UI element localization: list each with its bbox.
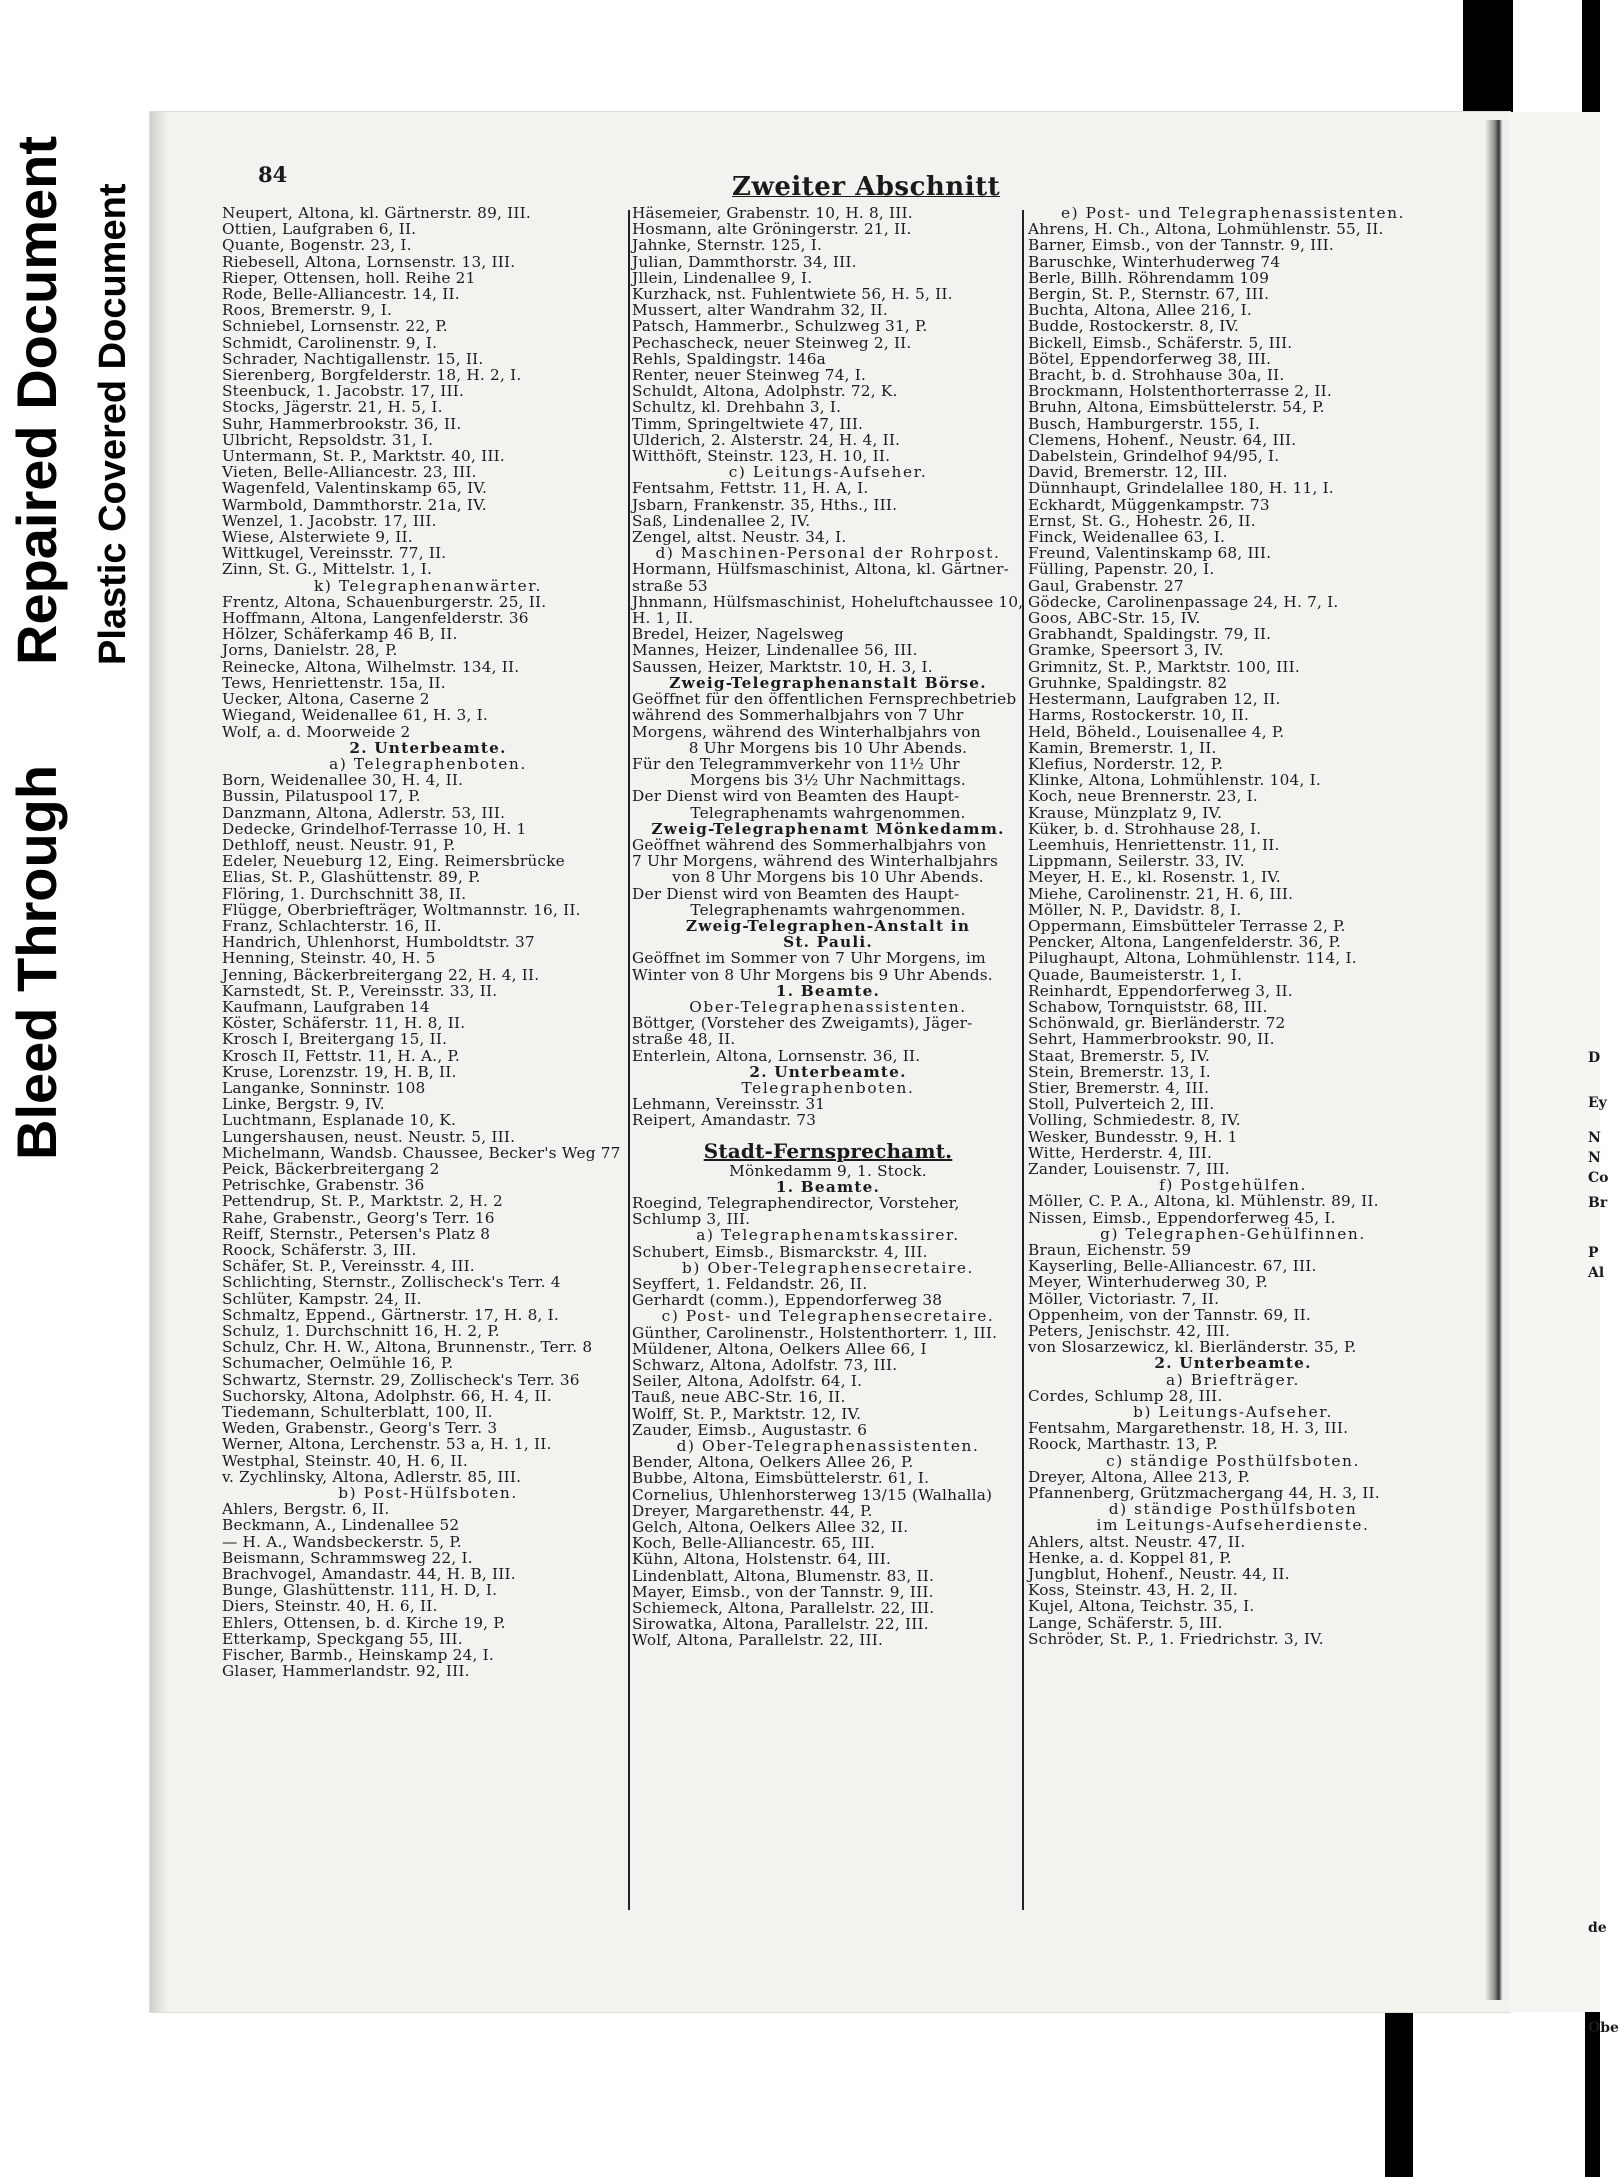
directory-entry: Goos, ABC-Str. 15, IV. xyxy=(1028,609,1201,628)
next-page-strip xyxy=(1510,112,1600,2012)
directory-entry: Jenning, Bäckerbreitergang 22, H. 4, II. xyxy=(222,965,540,984)
directory-entry: Bracht, b. d. Strohhause 30a, II. xyxy=(1028,366,1285,385)
directory-entry: Schulz, Chr. H. W., Altona, Brunnenstr., Terr. 8 xyxy=(222,1338,593,1357)
directory-entry: Häsemeier, Grabenstr. 10, H. 8, III. xyxy=(632,204,913,222)
directory-entry: Flöring, 1. Durchschnitt 38, II. xyxy=(222,884,467,903)
directory-entry: Oppermann, Eimsbütteler Terrasse 2, P. xyxy=(1028,916,1346,935)
section-heading: Zweig-Telegraphenanstalt Börse. xyxy=(669,673,987,692)
directory-entry: Wagenfeld, Valentinskamp 65, IV. xyxy=(222,479,488,498)
notice-line: 8 Uhr Morgens bis 10 Uhr Abends. xyxy=(688,738,968,757)
directory-entry: Diers, Steinstr. 40, H. 6, II. xyxy=(222,1597,438,1616)
directory-entry: Lange, Schäferstr. 5, III. xyxy=(1028,1613,1223,1632)
directory-entry: Roock, Marthastr. 13, P. xyxy=(1028,1435,1219,1454)
subsection-heading: g) Telegraphen-Gehülfinnen. xyxy=(1100,1224,1366,1243)
directory-entry: Karnstedt, St. P., Vereinsstr. 33, II. xyxy=(222,981,498,1000)
notice-line: von 8 Uhr Morgens bis 10 Uhr Abends. xyxy=(672,868,984,887)
directory-entry: Michelmann, Wandsb. Chaussee, Becker's Weg 77 xyxy=(222,1143,621,1162)
directory-entry: Cordes, Schlump 28, III. xyxy=(1028,1386,1223,1405)
directory-entry: Der Dienst wird von Beamten des Haupt- xyxy=(632,787,960,806)
directory-entry: Hölzer, Schäferkamp 46 B, II. xyxy=(222,625,458,644)
directory-entry: Klefius, Norderstr. 12, P. xyxy=(1028,754,1224,773)
directory-entry: Seiler, Altona, Adolfstr. 64, I. xyxy=(632,1372,863,1391)
directory-entry: Linke, Bergstr. 9, IV. xyxy=(222,1095,385,1114)
directory-entry: Bergin, St. P., Sternstr. 67, III. xyxy=(1028,285,1270,304)
directory-entry: Schumacher, Oelmühle 16, P. xyxy=(222,1354,454,1373)
directory-entry: Klinke, Altona, Lohmühlenstr. 104, I. xyxy=(1028,771,1321,790)
directory-entry: Jahnke, Sternstr. 125, I. xyxy=(632,236,823,255)
directory-entry: Handrich, Uhlenhorst, Humboldtstr. 37 xyxy=(222,933,535,952)
directory-entry: Reipert, Amandastr. 73 xyxy=(632,1111,817,1130)
directory-entry: Müldener, Altona, Oelkers Allee 66, I xyxy=(632,1339,927,1358)
directory-entry: Krosch II, Fettstr. 11, H. A., P. xyxy=(222,1046,460,1065)
directory-entry: Patsch, Hammerbr., Schulzweg 31, P. xyxy=(632,317,928,336)
directory-entry: Rehls, Spaldingstr. 146a xyxy=(632,349,826,368)
subsection-heading: Telegraphenboten. xyxy=(741,1078,915,1097)
directory-entry: Dabelstein, Grindelhof 94/95, I. xyxy=(1028,447,1280,466)
next-page-fragment: de xyxy=(1588,1920,1607,1936)
directory-entry: während des Sommerhalbjahrs von 7 Uhr xyxy=(632,706,964,725)
directory-entry: Schäfer, St. P., Vereinsstr. 4, III. xyxy=(222,1257,475,1276)
directory-entry: Nissen, Eimsb., Eppendorferweg 45, I. xyxy=(1028,1208,1336,1227)
directory-entry: Vieten, Belle-Alliancestr. 23, III. xyxy=(222,463,477,482)
directory-entry: Clemens, Hohenf., Neustr. 64, III. xyxy=(1028,430,1297,449)
next-page-fragment: N xyxy=(1588,1130,1601,1146)
directory-entry: Möller, N. P., Davidstr. 8, I. xyxy=(1028,900,1242,919)
directory-entry: Schniebel, Lornsenstr. 22, P. xyxy=(222,317,448,336)
directory-entry: Koch, Belle-Alliancestr. 65, III. xyxy=(632,1534,876,1553)
subsection-heading: im Leitungs-Aufseherdienste. xyxy=(1096,1516,1370,1535)
directory-entry: Peters, Jenischstr. 42, III. xyxy=(1028,1322,1231,1341)
directory-entry: Budde, Rostockerstr. 8, IV. xyxy=(1028,317,1240,336)
directory-column-right xyxy=(1028,205,1438,1647)
directory-entry: Brockmann, Holstenthorterrasse 2, II. xyxy=(1028,382,1332,401)
directory-entry: Miehe, Carolinenstr. 21, H. 6, III. xyxy=(1028,884,1294,903)
directory-entry: Pechascheck, neuer Steinweg 2, II. xyxy=(632,333,912,352)
directory-column-left xyxy=(222,205,634,1679)
directory-entry: Danzmann, Altona, Adlerstr. 53, III. xyxy=(222,803,506,822)
directory-entry: Brachvogel, Amandastr. 44, H. B, III. xyxy=(222,1565,516,1584)
subsection-heading: c) Leitungs-Aufseher. xyxy=(728,463,928,482)
notice-line: Telegraphenamts wahrgenommen. xyxy=(690,900,966,919)
directory-entry: Gödecke, Carolinenpassage 24, H. 7, I. xyxy=(1028,592,1339,611)
directory-entry: Bussin, Pilatuspool 17, P. xyxy=(222,787,421,806)
directory-entry: Ottien, Laufgraben 6, II. xyxy=(222,220,417,239)
directory-entry: Rode, Belle-Alliancestr. 14, II. xyxy=(222,285,460,304)
registration-mark-bottom-right xyxy=(1385,2000,1413,2177)
next-page-fragment: Obe xyxy=(1588,2020,1619,2036)
directory-entry: Julian, Dammthorstr. 34, III. xyxy=(632,252,857,271)
directory-entry: Eckhardt, Müggenkampstr. 73 xyxy=(1028,495,1270,514)
directory-entry: Ulbricht, Repsoldstr. 31, I. xyxy=(222,430,434,449)
directory-entry: Flügge, Oberbriefträger, Woltmannstr. 16, II. xyxy=(222,900,581,919)
subsection-heading: c) Post- und Telegraphensecretaire. xyxy=(661,1307,995,1326)
next-page-fragment: Br xyxy=(1588,1195,1608,1211)
directory-entry: Warmbold, Dammthorstr. 21a, IV. xyxy=(222,495,487,514)
directory-entry: Ernst, St. G., Hohestr. 26, II. xyxy=(1028,511,1256,530)
subsection-heading: d) Maschinen-Personal der Rohrpost. xyxy=(655,544,1001,563)
directory-entry: Meyer, Winterhuderweg 30, P. xyxy=(1028,1273,1268,1292)
directory-entry: Wiese, Alsterwiete 9, II. xyxy=(222,528,413,547)
directory-entry: Witte, Herderstr. 4, III. xyxy=(1028,1143,1213,1162)
directory-entry: Küker, b. d. Strohhause 28, I. xyxy=(1028,819,1262,838)
bleed-through-label: Bleed Through xyxy=(5,764,68,1160)
section-heading: Zweig-Telegraphen-Anstalt in xyxy=(685,916,971,935)
directory-entry: Enterlein, Altona, Lornsenstr. 36, II. xyxy=(632,1046,921,1065)
directory-entry: Neupert, Altona, kl. Gärtnerstr. 89, III. xyxy=(222,204,531,222)
directory-entry: Quante, Bogenstr. 23, I. xyxy=(222,236,412,255)
notice-line: Morgens bis 3½ Uhr Nachmittags. xyxy=(690,771,966,790)
directory-entry: Saß, Lindenallee 2, IV. xyxy=(632,511,811,530)
directory-entry: H. 1, II. xyxy=(632,609,694,628)
subsection-heading: b) Post-Hülfsboten. xyxy=(338,1484,518,1503)
subsection-heading: e) Post- und Telegraphenassistenten. xyxy=(1060,204,1406,222)
directory-entry: Frentz, Altona, Schauenburgerstr. 25, II. xyxy=(222,592,547,611)
directory-entry: Krosch I, Breitergang 15, II. xyxy=(222,1030,448,1049)
directory-entry: Petrischke, Grabenstr. 36 xyxy=(222,1176,425,1195)
spacer xyxy=(632,1129,1024,1139)
directory-entry: Renter, neuer Steinweg 74, I. xyxy=(632,366,867,385)
directory-entry: Ahlers, Bergstr. 6, II. xyxy=(222,1500,390,1519)
directory-entry: Schuldt, Altona, Adolphstr. 72, K. xyxy=(632,382,898,401)
directory-entry: Kamin, Bremerstr. 1, II. xyxy=(1028,738,1217,757)
directory-entry: Krause, Münzplatz 9, IV. xyxy=(1028,803,1223,822)
directory-entry: Peick, Bäckerbreitergang 2 xyxy=(222,1159,440,1178)
directory-entry: Edeler, Neueburg 12, Eing. Reimersbrücke xyxy=(222,852,565,871)
directory-entry: Kujel, Altona, Teichstr. 35, I. xyxy=(1028,1597,1255,1616)
directory-column-middle xyxy=(632,205,1024,1649)
directory-entry: Volling, Schmiedestr. 8, IV. xyxy=(1028,1111,1241,1130)
directory-entry: Kruse, Lorenzstr. 19, H. B, II. xyxy=(222,1062,457,1081)
directory-entry: straße 48, II. xyxy=(632,1030,736,1049)
directory-entry: Buchta, Altona, Allee 216, I. xyxy=(1028,301,1252,320)
section-heading: 2. Unterbeamte. xyxy=(349,738,507,757)
directory-entry: Dünnhaupt, Grindelallee 180, H. 11, I. xyxy=(1028,479,1334,498)
directory-entry: Grabhandt, Spaldingstr. 79, II. xyxy=(1028,625,1272,644)
directory-entry: Born, Weidenallee 30, H. 4, II. xyxy=(222,771,464,790)
directory-entry: Schlüter, Kampstr. 24, II. xyxy=(222,1289,422,1308)
directory-entry: Werner, Altona, Lerchenstr. 53 a, H. 1, II. xyxy=(222,1435,552,1454)
directory-entry: Schultz, kl. Drehbahn 3, I. xyxy=(632,398,842,417)
directory-entry: Oppenheim, von der Tannstr. 69, II. xyxy=(1028,1305,1311,1324)
directory-entry: Bunge, Glashüttenstr. 111, H. D, I. xyxy=(222,1581,498,1600)
directory-entry: Langanke, Sonninstr. 108 xyxy=(222,1078,426,1097)
directory-entry: Mannes, Heizer, Lindenallee 56, III. xyxy=(632,641,918,660)
directory-entry: Fentsahm, Fettstr. 11, H. A, I. xyxy=(632,479,869,498)
directory-entry: Schlichting, Sternstr., Zollischeck's Terr. 4 xyxy=(222,1273,561,1292)
directory-entry: Pettendrup, St. P., Marktstr. 2, H. 2 xyxy=(222,1192,503,1211)
directory-entry: Schönwald, gr. Bierländerstr. 72 xyxy=(1028,1014,1286,1033)
book-gutter xyxy=(1485,120,1510,2000)
directory-entry: Reiff, Sternstr., Petersen's Platz 8 xyxy=(222,1224,491,1243)
section-heading: St. Pauli. xyxy=(783,933,873,952)
directory-entry: Henning, Steinstr. 40, H. 5 xyxy=(222,949,436,968)
directory-entry: Freund, Valentinskamp 68, III. xyxy=(1028,544,1272,563)
directory-entry: Pfannenberg, Grützmachergang 44, H. 3, II. xyxy=(1028,1484,1380,1503)
directory-entry: Jungblut, Hohenf., Neustr. 44, II. xyxy=(1028,1565,1290,1584)
directory-entry: Stoll, Pulverteich 2, III. xyxy=(1028,1095,1215,1114)
directory-entry: Seyffert, 1. Feldandstr. 26, II. xyxy=(632,1275,868,1293)
next-page-fragment: Co xyxy=(1588,1170,1609,1186)
directory-entry: Timm, Springeltwiete 47, III. xyxy=(632,414,864,433)
directory-entry: Lindenblatt, Altona, Blumenstr. 83, II. xyxy=(632,1566,935,1585)
directory-entry: Für den Telegrammverkehr von 11½ Uhr xyxy=(632,754,960,773)
directory-entry: von Slosarzewicz, kl. Bierländerstr. 35, P. xyxy=(1028,1338,1357,1357)
directory-entry: Tiedemann, Schulterblatt, 100, II. xyxy=(222,1403,493,1422)
directory-entry: Tauß, neue ABC-Str. 16, II. xyxy=(632,1388,846,1407)
directory-entry: Dethloff, neust. Neustr. 91, P. xyxy=(222,835,456,854)
directory-entry: Morgens, während des Winterhalbjahrs von xyxy=(632,722,981,741)
directory-entry: Bender, Altona, Oelkers Allee 26, P. xyxy=(632,1453,914,1472)
directory-entry: Günther, Carolinenstr., Holstenthorterr. 1, III. xyxy=(632,1323,998,1342)
directory-entry: Dedecke, Grindelhof-Terrasse 10, H. 1 xyxy=(222,819,527,838)
directory-entry: Berle, Billh. Röhrendamm 109 xyxy=(1028,268,1270,287)
directory-entry: Uecker, Altona, Caserne 2 xyxy=(222,690,430,709)
directory-entry: Fischer, Barmb., Heinskamp 24, I. xyxy=(222,1646,494,1665)
directory-entry: Westphal, Steinstr. 40, H. 6, II. xyxy=(222,1451,468,1470)
directory-entry: Fentsahm, Margarethenstr. 18, H. 3, III. xyxy=(1028,1419,1349,1438)
directory-entry: Henke, a. d. Koppel 81, P. xyxy=(1028,1548,1232,1567)
subsection-heading: a) Briefträger. xyxy=(1165,1370,1301,1389)
directory-entry: Jorns, Danielstr. 28, P. xyxy=(222,641,398,660)
section-heading: Zweig-Telegraphenamt Mönkedamm. xyxy=(651,819,1005,838)
directory-entry: Hoffmann, Altona, Langenfelderstr. 36 xyxy=(222,609,529,628)
next-page-fragment: P xyxy=(1588,1245,1599,1261)
directory-entry: Gelch, Altona, Oelkers Allee 32, II. xyxy=(632,1518,909,1537)
directory-entry: Jhnmann, Hülfsmaschinist, Hoheluftchaussee 10, xyxy=(632,592,1024,611)
directory-entry: Franz, Schlachterstr. 16, II. xyxy=(222,916,442,935)
directory-entry: Suchorsky, Altona, Adolphstr. 66, H. 4, II. xyxy=(222,1386,552,1405)
directory-entry: Rieper, Ottensen, holl. Reihe 21 xyxy=(222,268,476,287)
page-number: 84 xyxy=(258,162,288,187)
directory-entry: Wesker, Bundesstr. 9, H. 1 xyxy=(1028,1127,1238,1146)
directory-entry: Tews, Henriettenstr. 15a, II. xyxy=(222,673,446,692)
directory-entry: Wolf, a. d. Moorweide 2 xyxy=(222,722,411,741)
directory-entry: Ehlers, Ottensen, b. d. Kirche 19, P. xyxy=(222,1613,506,1632)
directory-entry: Bötel, Eppendorferweg 38, III. xyxy=(1028,349,1272,368)
directory-entry: Untermann, St. P., Marktstr. 40, III. xyxy=(222,447,505,466)
directory-entry: 7 Uhr Morgens, während des Winterhalbjahrs xyxy=(632,852,999,871)
directory-entry: Glaser, Hammerlandstr. 92, III. xyxy=(222,1662,470,1681)
repaired-document-label: Repaired Document xyxy=(5,136,68,665)
directory-entry: Suhr, Hammerbrookstr. 36, II. xyxy=(222,414,462,433)
section-title: Zweiter Abschnitt xyxy=(732,172,1001,202)
directory-entry: Stein, Bremerstr. 13, I. xyxy=(1028,1062,1211,1081)
directory-entry: Riebesell, Altona, Lornsenstr. 13, III. xyxy=(222,252,516,271)
directory-entry: Schröder, St. P., 1. Friedrichstr. 3, IV. xyxy=(1028,1629,1324,1648)
notice-line: Mönkedamm 9, 1. Stock. xyxy=(729,1161,927,1180)
directory-entry: Wenzel, 1. Jacobstr. 17, III. xyxy=(222,511,437,530)
directory-entry: Böttger, (Vorsteher des Zweigamts), Jäger- xyxy=(632,1014,973,1033)
subsection-heading: f) Postgehülfen. xyxy=(1159,1176,1307,1195)
directory-entry: Rahe, Grabenstr., Georg's Terr. 16 xyxy=(222,1208,495,1227)
directory-entry: Bredel, Heizer, Nagelsweg xyxy=(632,625,844,644)
directory-entry: Wittkugel, Vereinsstr. 77, II. xyxy=(222,544,447,563)
directory-entry: Cornelius, Uhlenhorsterweg 13/15 (Walhalla) xyxy=(632,1485,993,1504)
directory-entry: Koch, neue Brennerstr. 23, I. xyxy=(1028,787,1258,806)
directory-entry: Zander, Louisenstr. 7, III. xyxy=(1028,1159,1230,1178)
directory-entry: Staat, Bremerstr. 5, IV. xyxy=(1028,1046,1211,1065)
page-edge-shadow xyxy=(150,112,168,2012)
directory-entry: Geöffnet während des Sommerhalbjahrs von xyxy=(632,835,987,854)
directory-entry: Mussert, alter Wandrahm 32, II. xyxy=(632,301,888,320)
directory-entry: Barner, Eimsb., von der Tannstr. 9, III. xyxy=(1028,236,1334,255)
plastic-covered-label: Plastic Covered Document xyxy=(92,183,134,665)
subsection-heading: c) ständige Posthülfsboten. xyxy=(1106,1451,1360,1470)
directory-entry: Braun, Eichenstr. 59 xyxy=(1028,1241,1192,1259)
directory-entry: Pencker, Altona, Langenfelderstr. 36, P. xyxy=(1028,933,1341,952)
directory-entry: Gerhardt (comm.), Eppendorferweg 38 xyxy=(632,1291,943,1310)
directory-entry: Bickell, Eimsb., Schäferstr. 5, III. xyxy=(1028,333,1293,352)
directory-entry: Luchtmann, Esplanade 10, K. xyxy=(222,1111,457,1130)
directory-entry: Bruhn, Altona, Eimsbüttelerstr. 54, P. xyxy=(1028,398,1325,417)
directory-entry: Gaul, Grabenstr. 27 xyxy=(1028,576,1184,595)
directory-entry: Roegind, Telegraphendirector, Vorsteher, xyxy=(632,1193,960,1212)
directory-entry: Ahlers, altst. Neustr. 47, II. xyxy=(1028,1532,1246,1551)
directory-entry: Dreyer, Altona, Allee 213, P. xyxy=(1028,1467,1251,1486)
directory-entry: Witthöft, Steinstr. 123, H. 10, II. xyxy=(632,447,891,466)
directory-entry: Schwarz, Altona, Adolfstr. 73, III. xyxy=(632,1356,898,1375)
directory-entry: David, Bremerstr. 12, III. xyxy=(1028,463,1228,482)
directory-entry: Steenbuck, 1. Jacobstr. 17, III. xyxy=(222,382,465,401)
directory-entry: Schabow, Tornquiststr. 68, III. xyxy=(1028,997,1268,1016)
subsection-heading: b) Ober-Telegraphensecretaire. xyxy=(682,1258,974,1277)
directory-entry: Wiegand, Weidenallee 61, H. 3, I. xyxy=(222,706,488,725)
directory-entry: Beckmann, A., Lindenallee 52 xyxy=(222,1516,460,1535)
next-page-fragment: Ey xyxy=(1588,1095,1607,1111)
directory-entry: Weden, Grabenstr., Georg's Terr. 3 xyxy=(222,1419,498,1438)
directory-entry: Jsbarn, Frankenstr. 35, Hths., III. xyxy=(632,495,898,514)
subsection-heading: b) Leitungs-Aufseher. xyxy=(1133,1403,1333,1422)
section-heading: 1. Beamte. xyxy=(775,981,881,1000)
notice-line: Telegraphenamts wahrgenommen. xyxy=(690,803,966,822)
directory-entry: Schmaltz, Eppend., Gärtnerstr. 17, H. 8, I. xyxy=(222,1305,559,1324)
directory-entry: — H. A., Wandsbeckerstr. 5, P. xyxy=(222,1532,462,1551)
directory-entry: Hormann, Hülfsmaschinist, Altona, kl. Gärtner- xyxy=(632,560,1010,579)
directory-entry: Kühn, Altona, Holstenstr. 64, III. xyxy=(632,1550,892,1569)
section-heading: 2. Unterbeamte. xyxy=(1154,1354,1312,1373)
directory-entry: Kaufmann, Laufgraben 14 xyxy=(222,997,430,1016)
directory-entry: Jllein, Lindenallee 9, I. xyxy=(632,268,813,287)
directory-entry: Gruhnke, Spaldingstr. 82 xyxy=(1028,673,1228,692)
directory-entry: Pilughaupt, Altona, Lohmühlenstr. 114, I. xyxy=(1028,949,1357,968)
directory-entry: Kayserling, Belle-Alliancestr. 67, III. xyxy=(1028,1257,1317,1276)
directory-entry: Reinecke, Altona, Wilhelmstr. 134, II. xyxy=(222,657,520,676)
directory-entry: Zengel, altst. Neustr. 34, I. xyxy=(632,528,847,547)
subsection-heading: Ober-Telegraphenassistenten. xyxy=(689,997,967,1016)
directory-entry: Schrader, Nachtigallenstr. 15, II. xyxy=(222,349,484,368)
directory-entry: Saussen, Heizer, Marktstr. 10, H. 3, I. xyxy=(632,657,933,676)
directory-entry: Stocks, Jägerstr. 21, H. 5, I. xyxy=(222,398,443,417)
subsection-heading: k) Telegraphenanwärter. xyxy=(314,576,542,595)
next-page-fragment: D xyxy=(1588,1050,1601,1066)
directory-entry: Schiemeck, Altona, Parallelstr. 22, III. xyxy=(632,1599,935,1618)
directory-entry: Finck, Weidenallee 63, I. xyxy=(1028,528,1226,547)
directory-entry: Baruschke, Winterhuderweg 74 xyxy=(1028,252,1281,271)
directory-entry: Dreyer, Margarethenstr. 44, P. xyxy=(632,1501,873,1520)
directory-entry: Köster, Schäferstr. 11, H. 8, II. xyxy=(222,1014,466,1033)
directory-entry: Koss, Steinstr. 43, H. 2, II. xyxy=(1028,1581,1238,1600)
directory-entry: Hestermann, Laufgraben 12, II. xyxy=(1028,690,1281,709)
directory-entry: Held, Böheld., Louisenallee 4, P. xyxy=(1028,722,1285,741)
directory-entry: Sehrt, Hammerbrookstr. 90, II. xyxy=(1028,1030,1275,1049)
directory-entry: Möller, C. P. A., Altona, kl. Mühlenstr. 89, II. xyxy=(1028,1192,1379,1211)
directory-entry: Schwartz, Sternstr. 29, Zollischeck's Terr. 36 xyxy=(222,1370,580,1389)
directory-entry: Stier, Bremerstr. 4, III. xyxy=(1028,1078,1210,1097)
subsection-heading: a) Telegraphenamtskassirer. xyxy=(696,1226,960,1245)
section-heading: Stadt-Fernsprechamt. xyxy=(703,1138,953,1163)
directory-entry: Grimnitz, St. P., Marktstr. 100, III. xyxy=(1028,657,1300,676)
directory-entry: Möller, Victoriastr. 7, II. xyxy=(1028,1289,1220,1308)
section-heading: 2. Unterbeamte. xyxy=(749,1062,907,1081)
directory-entry: Roos, Bremerstr. 9, I. xyxy=(222,301,393,320)
directory-entry: Sierenberg, Borgfelderstr. 18, H. 2, I. xyxy=(222,366,522,385)
directory-entry: Leemhuis, Henriettenstr. 11, II. xyxy=(1028,835,1280,854)
directory-entry: Harms, Rostockerstr. 10, II. xyxy=(1028,706,1250,725)
directory-entry: v. Zychlinsky, Altona, Adlerstr. 85, III. xyxy=(222,1467,522,1486)
directory-entry: Gramke, Speersort 3, IV. xyxy=(1028,641,1224,660)
directory-entry: Winter von 8 Uhr Morgens bis 9 Uhr Abends. xyxy=(632,965,993,984)
directory-entry: Wolf, Altona, Parallelstr. 22, III. xyxy=(632,1631,884,1650)
subsection-heading: d) ständige Posthülfsboten xyxy=(1108,1500,1358,1519)
directory-entry: Busch, Hamburgerstr. 155, I. xyxy=(1028,414,1260,433)
directory-entry: Elias, St. P., Glashüttenstr. 89, P. xyxy=(222,868,481,887)
directory-entry: Ahrens, H. Ch., Altona, Lohmühlenstr. 55, II. xyxy=(1028,220,1384,239)
directory-entry: Schulz, 1. Durchschnitt 16, H. 2, P. xyxy=(222,1322,500,1341)
directory-entry: Beismann, Schrammsweg 22, I. xyxy=(222,1548,473,1567)
directory-entry: Lippmann, Seilerstr. 33, IV. xyxy=(1028,852,1245,871)
directory-entry: Wolff, St. P., Marktstr. 12, IV. xyxy=(632,1404,862,1423)
next-page-fragment: Al xyxy=(1588,1265,1605,1281)
directory-entry: Schmidt, Carolinenstr. 9, I. xyxy=(222,333,438,352)
directory-entry: Lehmann, Vereinsstr. 31 xyxy=(632,1095,826,1114)
directory-entry: Etterkamp, Speckgang 55, III. xyxy=(222,1629,463,1648)
directory-entry: Fülling, Papenstr. 20, I. xyxy=(1028,560,1215,579)
directory-entry: Lungershausen, neust. Neustr. 5, III. xyxy=(222,1127,516,1146)
directory-entry: Der Dienst wird von Beamten des Haupt- xyxy=(632,884,960,903)
section-heading: 1. Beamte. xyxy=(775,1177,881,1196)
directory-entry: Hosmann, alte Gröningerstr. 21, II. xyxy=(632,220,912,239)
subsection-heading: a) Telegraphenboten. xyxy=(329,754,527,773)
directory-entry: Zauder, Eimsb., Augustastr. 6 xyxy=(632,1420,868,1439)
directory-entry: Meyer, H. E., kl. Rosenstr. 1, IV. xyxy=(1028,868,1281,887)
next-page-fragment: N xyxy=(1588,1150,1601,1166)
directory-entry: Roock, Schäferstr. 3, III. xyxy=(222,1241,417,1259)
directory-entry: straße 53 xyxy=(632,576,708,595)
directory-entry: Ulderich, 2. Alsterstr. 24, H. 4, II. xyxy=(632,430,901,449)
directory-entry: Geöffnet im Sommer von 7 Uhr Morgens, im xyxy=(632,949,986,968)
directory-entry: Kurzhack, nst. Fuhlentwiete 56, H. 5, II. xyxy=(632,285,953,304)
directory-entry: Geöffnet für den öffentlichen Fernsprechbetrieb xyxy=(632,690,1017,709)
directory-entry: Reinhardt, Eppendorferweg 3, II. xyxy=(1028,981,1293,1000)
subsection-heading: d) Ober-Telegraphenassistenten. xyxy=(676,1437,980,1456)
directory-entry: Schubert, Eimsb., Bismarckstr. 4, III. xyxy=(632,1242,928,1261)
directory-entry: Zinn, St. G., Mittelstr. 1, I. xyxy=(222,560,433,579)
directory-entry: Schlump 3, III. xyxy=(632,1210,751,1229)
directory-entry: Mayer, Eimsb., von der Tannstr. 9, III. xyxy=(632,1582,934,1601)
directory-entry: Bubbe, Altona, Eimsbüttelerstr. 61, I. xyxy=(632,1469,930,1488)
directory-entry: Quade, Baumeisterstr. 1, I. xyxy=(1028,965,1243,984)
directory-entry: Sirowatka, Altona, Parallelstr. 22, III. xyxy=(632,1615,929,1634)
